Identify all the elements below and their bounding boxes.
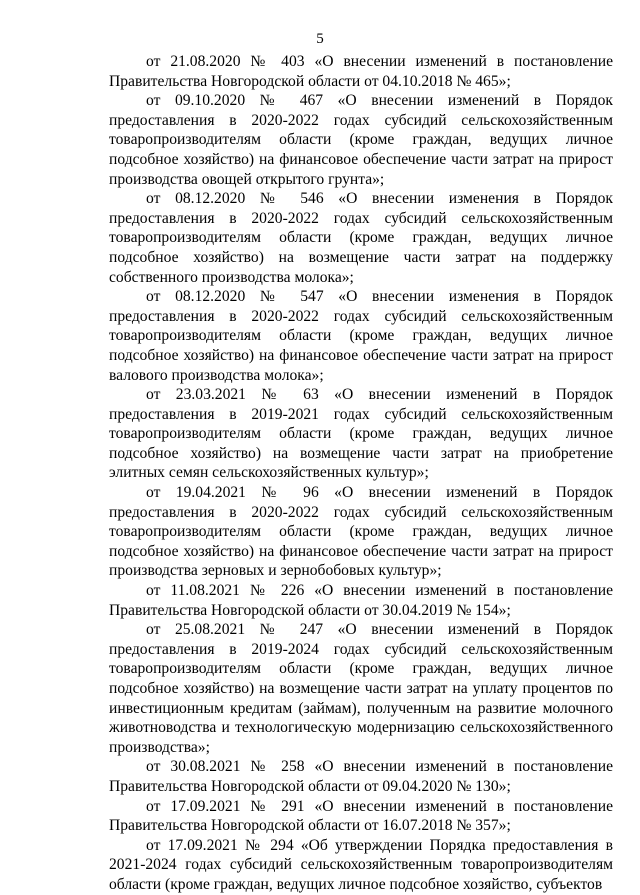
paragraph-resolution-63: от 23.03.2021 № 63 «О внесении изменений в Порядок предоставления в 2019-2021 годах субсидий сельскохозяйственным товаропроизводителям области (кроме граждан, ведущих личное подсобное хозяйство) на возмещение части затрат на приобретение элитных семян сельскохозяйственных культур»;	[109, 386, 613, 482]
paragraph-resolution-226: от 11.08.2021 № 226 «О внесении изменений в постановление Правительства Новгородской области от 30.04.2019 № 154»;	[109, 582, 613, 619]
document-body	[109, 52, 613, 895]
paragraph-resolution-258: от 30.08.2021 № 258 «О внесении изменений в постановление Правительства Новгородской области от 09.04.2020 № 130»;	[109, 758, 613, 795]
page-number: 5	[316, 31, 324, 47]
paragraph-resolution-467: от 09.10.2020 № 467 «О внесении изменений в Порядок предоставления в 2020-2022 годах субсидий сельскохозяйственным товаропроизводителям области (кроме граждан, ведущих личное подсобное хозяйство) на финансовое обеспечение части затрат на прирост производства овощей открытого грунта»;	[109, 92, 613, 188]
paragraph-resolution-294: от 17.09.2021 № 294 «Об утверждении Порядка предоставления в 2021-2024 годах субсидий сельскохозяйственным товаропроизводителям области (кроме граждан, ведущих личное подсобное хозяйство, субъектов	[109, 836, 613, 893]
paragraph-resolution-403: от 21.08.2020 № 403 «О внесении изменений в постановление Правительства Новгородской области от 04.10.2018 № 465»;	[109, 53, 613, 90]
paragraph-resolution-546: от 08.12.2020 № 546 «О внесении изменения в Порядок предоставления в 2020-2022 годах субсидий сельскохозяйственным товаропроизводителям области (кроме граждан, ведущих личное подсобное хозяйство) на возмещение части затрат на поддержку собственного производства молока»;	[109, 190, 613, 286]
paragraph-resolution-547: от 08.12.2020 № 547 «О внесении изменения в Порядок предоставления в 2020-2022 годах субсидий сельскохозяйственным товаропроизводителям области (кроме граждан, ведущих личное подсобное хозяйство) на финансовое обеспечение части затрат на прирост валового производства молока»;	[109, 288, 613, 384]
paragraph-resolution-247: от 25.08.2021 № 247 «О внесении изменений в Порядок предоставления в 2019-2024 годах субсидий сельскохозяйственным товаропроизводителям области (кроме граждан, ведущих личное подсобное хозяйство) на возмещение части затрат на уплату процентов по инвестиционным кредитам (займам), полученным на развитие молочного животноводства и технологическую модернизацию сельскохозяйственного производства»;	[109, 621, 613, 756]
paragraph-resolution-291: от 17.09.2021 № 291 «О внесении изменений в постановление Правительства Новгородской области от 16.07.2018 № 357»;	[109, 797, 613, 835]
paragraph-resolution-96: от 19.04.2021 № 96 «О внесении изменений в Порядок предоставления в 2020-2022 годах субсидий сельскохозяйственным товаропроизводителям области (кроме граждан, ведущих личное подсобное хозяйство) на финансовое обеспечение части затрат на прирост производства зерновых и зернобобовых культур»;	[109, 484, 613, 580]
